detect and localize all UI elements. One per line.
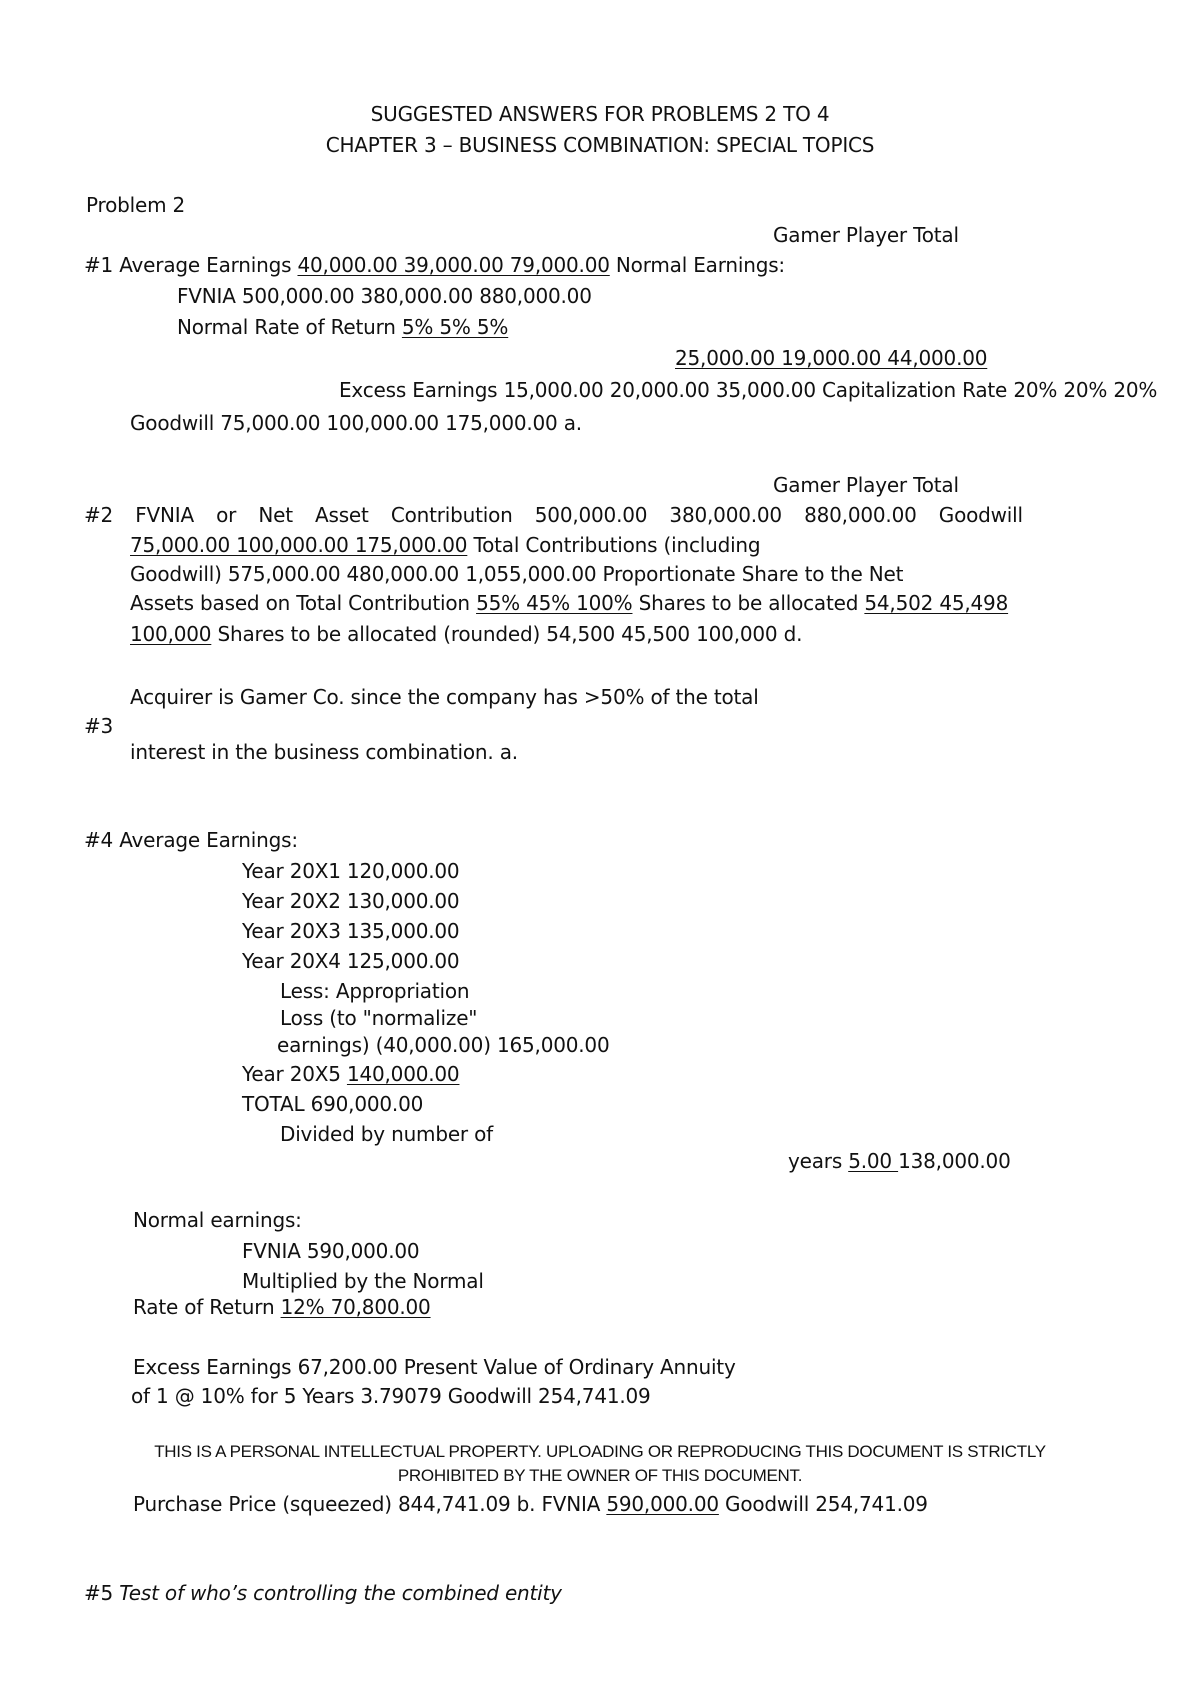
q4-years-value: 5.00 [848, 1149, 899, 1173]
q1-average-earnings [84, 255, 785, 275]
q4-excess-earnings: Excess Earnings 67,200.00 Present Value of Ordinary Annuity [133, 1355, 736, 1379]
q4-year4: Year 20X4 125,000.00 [242, 949, 460, 973]
q2-shares-values: 54,502 45,498 [864, 591, 1009, 615]
q2-shares-total: 100,000 [130, 622, 212, 646]
q4-year3: Year 20X3 135,000.00 [242, 919, 460, 943]
q4-normalized-earnings: earnings) (40,000.00) 165,000.00 [277, 1033, 610, 1057]
q3-number: #3 [84, 714, 114, 738]
q4-multiplied: Multiplied by the Normal [242, 1269, 484, 1293]
q1-normal-earnings-amounts: 25,000.00 19,000.00 44,000.00 [675, 346, 988, 370]
q4-less-appropriation: Less: Appropriation [280, 979, 470, 1003]
q4-total: TOTAL 690,000.00 [242, 1092, 424, 1116]
q4-year1: Year 20X1 120,000.00 [242, 859, 460, 883]
q4-years-label: years [788, 1149, 849, 1173]
q4-divided: Divided by number of [280, 1122, 493, 1146]
q4-rate-label: Rate of Return [133, 1295, 281, 1319]
q1-normal-earnings-label: Normal Earnings: [609, 253, 785, 277]
q4-purchase-goodwill: Goodwill 254,741.09 [718, 1492, 928, 1516]
q2-goodwill [130, 535, 760, 555]
q3-acquirer: Acquirer is Gamer Co. since the company has >50% of the total [130, 685, 759, 709]
q4-rate-of-return [133, 1297, 431, 1317]
q2-net-asset-contribution: #2 FVNIA or Net Asset Contribution 500,000.00 380,000.00 880,000.00 Goodwill [84, 503, 1023, 527]
q2-shares-rounded [130, 624, 802, 644]
q4-average-result: 138,000.00 [898, 1149, 1011, 1173]
q4-loss-normalize: Loss (to "normalize" [280, 1006, 478, 1030]
q4-purchase-fvnia: 590,000.00 [606, 1492, 719, 1516]
q4-fvnia: FVNIA 590,000.00 [242, 1239, 420, 1263]
q5-number: #5 [84, 1581, 120, 1605]
q2-total-contributions: Goodwill) 575,000.00 480,000.00 1,055,000.00 Proportionate Share to the Net [130, 562, 904, 586]
q4-normal-earnings-heading: Normal earnings: [133, 1208, 302, 1232]
q4-purchase-label: Purchase Price (squeezed) 844,741.09 b. FVNIA [133, 1492, 607, 1516]
q4-present-value: of 1 @ 10% for 5 Years 3.79079 Goodwill 254,741.09 [131, 1384, 651, 1408]
q1-goodwill: Goodwill 75,000.00 100,000.00 175,000.00 a. [130, 411, 582, 435]
q4-year5 [242, 1064, 459, 1084]
q2-total-contributions-label: Total Contributions (including [467, 533, 761, 557]
q1-average-earnings-values: 40,000.00 39,000.00 79,000.00 [297, 253, 610, 277]
q4-year2: Year 20X2 130,000.00 [242, 889, 460, 913]
q2-shares-rounded-text: Shares to be allocated (rounded) 54,500 45,500 100,000 d. [211, 622, 803, 646]
q4-purchase-price [133, 1494, 928, 1514]
q2-proportionate-values: 55% 45% 100% [476, 591, 633, 615]
q2-proportionate-share [130, 593, 1008, 613]
q1-normal-earnings-values [675, 348, 987, 368]
copyright-notice-line2: PROHIBITED BY THE OWNER OF THIS DOCUMENT. [397, 1466, 803, 1485]
q4-years [788, 1151, 1011, 1171]
q1-normal-rate-label: Normal Rate of Return [177, 315, 402, 339]
chapter-title: CHAPTER 3 – BUSINESS COMBINATION: SPECIAL TOPICS [325, 133, 875, 157]
q2-shares-label: Shares to be allocated [632, 591, 865, 615]
problem-heading: Problem 2 [86, 193, 186, 217]
q1-normal-rate-values: 5% 5% 5% [401, 315, 509, 339]
q5-text: Test of who’s controlling the combined entity [119, 1581, 562, 1605]
q2-column-header: Gamer Player Total [773, 473, 959, 497]
q1-excess-earnings: Excess Earnings 15,000.00 20,000.00 35,000.00 Capitalization Rate 20% 20% 20% [339, 378, 1158, 402]
q1-normal-rate [177, 317, 508, 337]
q5-heading [84, 1583, 562, 1603]
q2-proportionate-label: Assets based on Total Contribution [130, 591, 477, 615]
q1-column-header: Gamer Player Total [773, 223, 959, 247]
copyright-notice-line1: THIS IS A PERSONAL INTELLECTUAL PROPERTY. UPLOADING OR REPRODUCING THIS DOCUMENT IS STRICTLY [154, 1442, 1046, 1461]
q2-goodwill-values: 75,000.00 100,000.00 175,000.00 [130, 533, 468, 557]
q1-fvnia: FVNIA 500,000.00 380,000.00 880,000.00 [177, 284, 592, 308]
page-title: SUGGESTED ANSWERS FOR PROBLEMS 2 TO 4 [370, 102, 830, 126]
q4-year5-label: Year 20X5 [242, 1062, 347, 1086]
q4-rate-values: 12% 70,800.00 [280, 1295, 431, 1319]
q1-average-earnings-label: #1 Average Earnings [84, 253, 298, 277]
q4-year5-value: 140,000.00 [346, 1062, 460, 1086]
q4-heading: #4 Average Earnings: [84, 828, 298, 852]
q3-interest: interest in the business combination. a. [130, 740, 518, 764]
